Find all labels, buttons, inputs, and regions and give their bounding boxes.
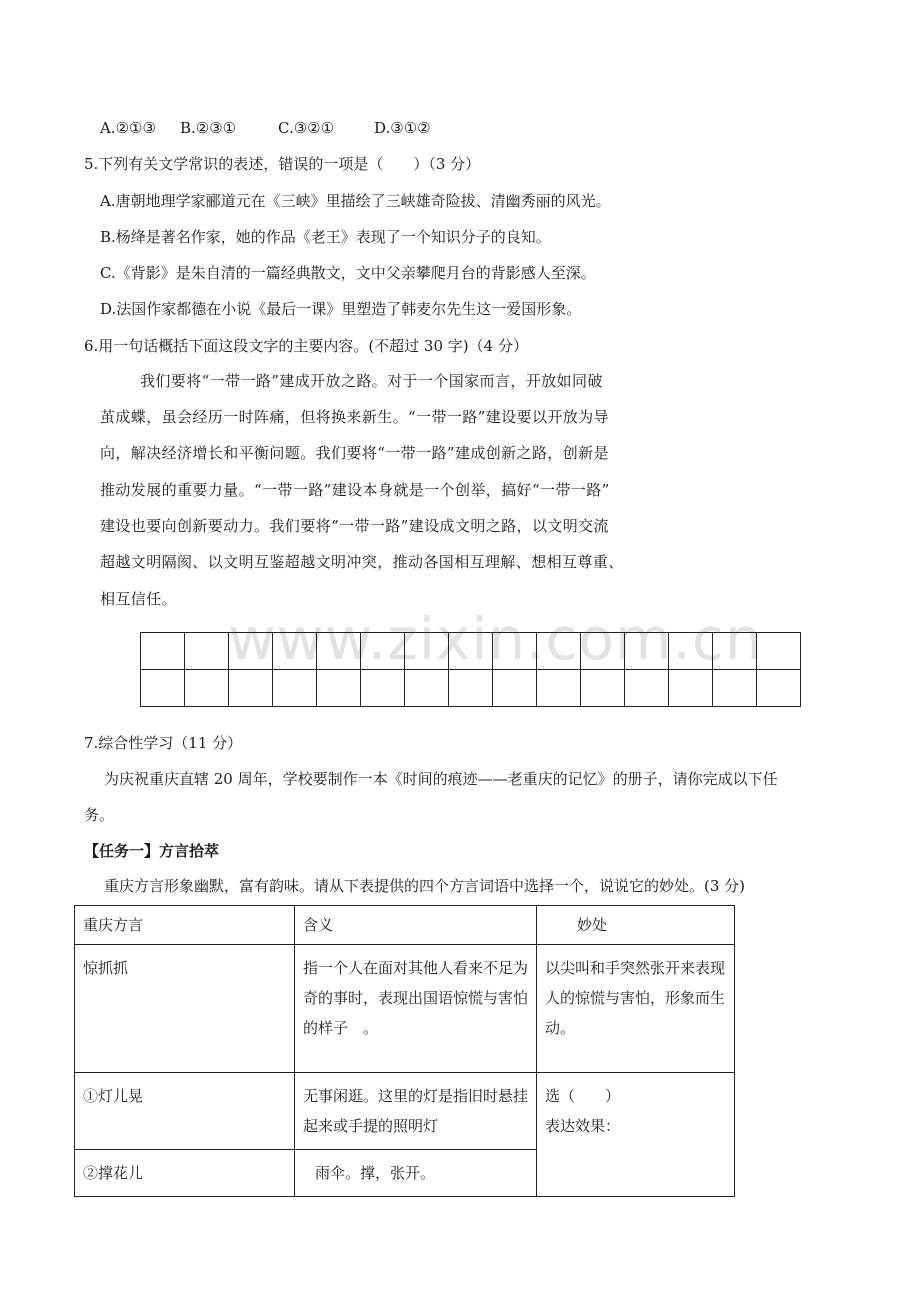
answer-grid-cell[interactable] [537, 633, 581, 670]
answer-grid-cell[interactable] [537, 670, 581, 707]
q6-passage-line: 茧成蝶，虽会经历一时阵痛，但将换来新生。“一带一路”建设要以开放为导 [100, 408, 609, 426]
meaning-cell: 指一个人在面对其他人看来不足为奇的事时，表现出国语惊慌与害怕的样子 。 [295, 945, 537, 1073]
header-dialect: 重庆方言 [75, 906, 295, 945]
answer-grid-cell[interactable] [361, 670, 405, 707]
merit-effect-label: 表达效果： [545, 1117, 621, 1135]
answer-grid-cell[interactable] [669, 670, 713, 707]
q4-option-d: D.③①② [374, 119, 431, 137]
q5-option-b: B.杨绛是著名作家，她的作品《老王》表现了一个知识分子的良知。 [100, 228, 551, 246]
dialect-cell: ②撑花儿 [75, 1150, 295, 1197]
answer-grid-cell[interactable] [273, 633, 317, 670]
answer-grid-cell[interactable] [625, 633, 669, 670]
answer-grid[interactable] [140, 632, 801, 707]
answer-grid-cell[interactable] [669, 633, 713, 670]
q5-option-c: C.《背影》是朱自清的一篇经典散文，文中父亲攀爬月台的背影感人至深。 [100, 264, 596, 282]
dialect-table [74, 905, 735, 1197]
dialect-cell: 惊抓抓 [75, 945, 295, 1073]
q5-option-d: D.法国作家都德在小说《最后一课》里塑造了韩麦尔先生这一爱国形象。 [100, 300, 582, 318]
merit-select-label: 选（ ） [545, 1087, 621, 1105]
answer-grid-cell[interactable] [229, 670, 273, 707]
table-row [75, 1073, 735, 1150]
answer-grid-cell[interactable] [405, 670, 449, 707]
q7-intro: 为庆祝重庆直辖 20 周年，学校要制作一本《时间的痕迹——老重庆的记忆》的册子，请你完成以下任 [104, 770, 778, 788]
answer-grid-cell[interactable] [713, 633, 757, 670]
q5-option-a: A.唐朝地理学家郦道元在《三峡》里描绘了三峡雄奇险拔、清幽秀丽的风光。 [100, 192, 611, 210]
answer-grid-cell[interactable] [757, 670, 801, 707]
answer-grid-cell[interactable] [361, 633, 405, 670]
q6-passage-line: 我们要将“一带一路”建成开放之路。对于一个国家而言，开放如同破 [140, 372, 603, 390]
answer-grid-cell[interactable] [581, 633, 625, 670]
table-header-row [75, 906, 735, 945]
header-merit: 妙处 [537, 906, 735, 945]
meaning-cell: 无事闲逛。这里的灯是指旧时悬挂起来或手提的照明灯 [295, 1073, 537, 1150]
answer-grid-cell[interactable] [141, 670, 185, 707]
merit-answer-cell[interactable] [537, 1073, 735, 1197]
header-meaning: 含义 [295, 906, 537, 945]
q7-intro: 务。 [84, 806, 115, 824]
merit-cell: 以尖叫和手突然张开来表现人的惊慌与害怕，形象而生动。 [537, 945, 735, 1073]
q6-passage-line: 向，解决经济增长和平衡问题。我们要将“一带一路”建成创新之路，创新是 [100, 444, 609, 462]
q4-option-c: C.③②① [278, 119, 335, 137]
answer-grid-cell[interactable] [185, 633, 229, 670]
answer-grid-cell[interactable] [757, 633, 801, 670]
answer-grid-cell[interactable] [713, 670, 757, 707]
meaning-cell: 雨伞。撑，张开。 [295, 1150, 537, 1197]
q4-option-b: B.②③① [180, 119, 237, 137]
answer-grid-cell[interactable] [493, 633, 537, 670]
answer-grid-cell[interactable] [581, 670, 625, 707]
q5-stem: 5.下列有关文学常识的表述，错误的一项是（ ）（3 分） [84, 155, 481, 173]
q4-option-a: A.②①③ [100, 119, 156, 137]
answer-grid-cell[interactable] [273, 670, 317, 707]
answer-grid-cell[interactable] [449, 633, 493, 670]
answer-grid-cell[interactable] [317, 670, 361, 707]
answer-grid-cell[interactable] [141, 633, 185, 670]
q6-stem: 6.用一句话概括下面这段文字的主要内容。(不超过 30 字)（4 分） [84, 337, 528, 355]
task1-title: 【任务一】方言拾萃 [84, 842, 220, 860]
dialect-cell: ①灯儿晃 [75, 1073, 295, 1150]
answer-grid-cell[interactable] [493, 670, 537, 707]
answer-grid-cell[interactable] [317, 633, 361, 670]
q6-passage-line: 超越文明隔阂、以文明互鉴超越文明冲突，推动各国相互理解、想相互尊重、 [100, 553, 624, 571]
answer-grid-cell[interactable] [625, 670, 669, 707]
q6-passage-line: 建设也要向创新要动力。我们要将“一带一路”建设成文明之路，以文明交流 [100, 517, 609, 535]
q6-passage-line: 相互信任。 [100, 590, 178, 608]
q6-passage-line: 推动发展的重要力量。“一带一路”建设本身就是一个创举，搞好“一带一路” [100, 481, 610, 499]
q7-stem: 7.综合性学习（11 分） [84, 734, 243, 752]
watermark: www.zixin.com.cn [228, 605, 763, 673]
answer-grid-cell[interactable] [405, 633, 449, 670]
answer-grid-cell[interactable] [185, 670, 229, 707]
answer-grid-cell[interactable] [449, 670, 493, 707]
answer-grid-cell[interactable] [229, 633, 273, 670]
table-row [75, 945, 735, 1073]
task1-desc: 重庆方言形象幽默，富有韵味。请从下表提供的四个方言词语中选择一个，说说它的妙处。(3 分) [104, 877, 746, 895]
